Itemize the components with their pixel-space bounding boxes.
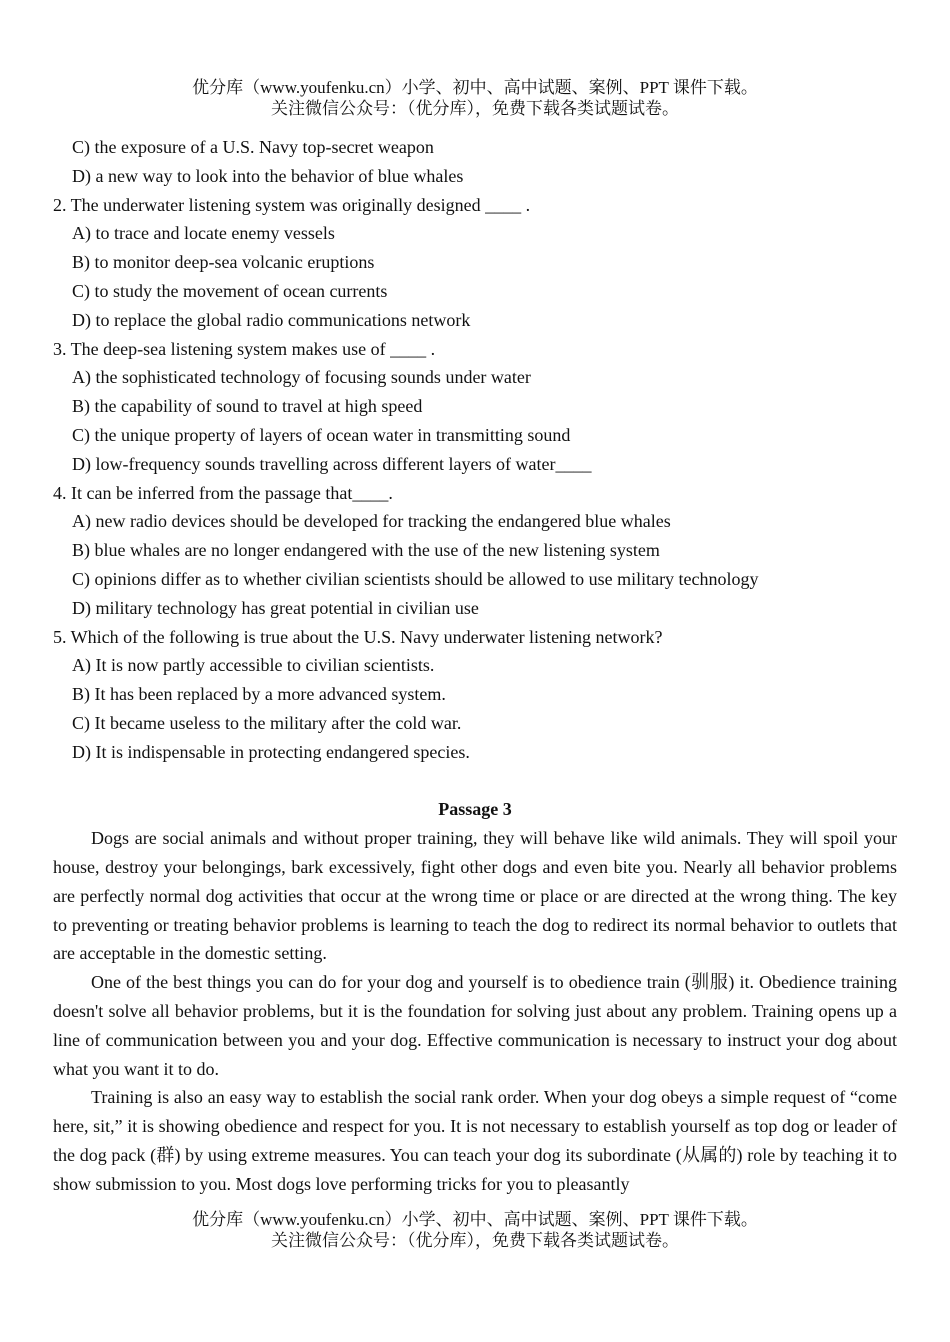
q4-option-c: C) opinions differ as to whether civilian scientists should be allowed to use military technology: [72, 568, 759, 589]
q4-option-b: B) blue whales are no longer endangered with the use of the new listening system: [72, 540, 660, 561]
page-header: [0, 77, 950, 119]
page-footer: [0, 1209, 950, 1251]
q3-option-b: B) the capability of sound to travel at high speed: [72, 396, 423, 417]
q3-stem: 3. The deep-sea listening system makes use of ____ .: [53, 338, 436, 359]
q2-option-a: A) to trace and locate enemy vessels: [72, 223, 335, 244]
q1-option-c: C) the exposure of a U.S. Navy top-secret weapon: [72, 137, 434, 157]
q4-stem: 4. It can be inferred from the passage that____.: [53, 482, 393, 503]
q3-option-a: A) the sophisticated technology of focusing sounds under water: [72, 367, 531, 388]
passage-3-paragraph-2: One of the best things you can do for your dog and yourself is to obedience train (驯服) it. Obedience training doesn't solve all behavior problems, but it is the foundation for solving just about any problem. Training opens up a line of communication between you and your dog. Effective communication is necessary to instruct your dog about what you want it to do.: [53, 972, 897, 1079]
footer-line-1: 优分库（www.youfenku.cn）小学、初中、高中试题、案例、PPT 课件下载。: [192, 1210, 758, 1229]
q3-option-c: C) the unique property of layers of ocean water in transmitting sound: [72, 424, 571, 445]
q4-option-a: A) new radio devices should be developed for tracking the endangered blue whales: [72, 511, 671, 532]
passage-3-paragraph-1: Dogs are social animals and without proper training, they will behave like wild animals. They will spoil your house, destroy your belongings, bark excessively, fight other dogs and even bite you. Nearly all behavior problems are perfectly normal dog activities that occur at the wrong time or place or are directed at the wrong thing. The key to preventing or treating behavior problems is learning to teach the dog to redirect its normal behavior to outlets that are acceptable in the domestic setting.: [53, 828, 897, 964]
q2-option-b: B) to monitor deep-sea volcanic eruptions: [72, 252, 375, 273]
header-line-1: 优分库（www.youfenku.cn）小学、初中、高中试题、案例、PPT 课件下载。: [192, 78, 758, 97]
footer-line-2: 关注微信公众号：（优分库），免费下载各类试题试卷。: [271, 1231, 679, 1250]
document-body: [53, 133, 897, 1227]
q5-option-a: A) It is now partly accessible to civilian scientists.: [72, 655, 435, 676]
q2-option-d: D) to replace the global radio communications network: [72, 309, 471, 330]
q2-option-c: C) to study the movement of ocean currents: [72, 280, 388, 301]
q3-option-d: D) low-frequency sounds travelling across different layers of water____: [72, 453, 592, 474]
q1-option-d: D) a new way to look into the behavior of blue whales: [72, 165, 464, 186]
q5-option-c: C) It became useless to the military after the cold war.: [72, 712, 462, 733]
header-line-2: 关注微信公众号：（优分库），免费下载各类试题试卷。: [271, 99, 679, 118]
q5-stem: 5. Which of the following is true about the U.S. Navy underwater listening network?: [53, 626, 663, 647]
passage-3-paragraph-3: Training is also an easy way to establish the social rank order. When your dog obeys a simple request of “come here, sit,” it is showing obedience and respect for you. It is not necessary to establish yourself as top dog or leader of the dog pack (群) by using extreme measures. You can teach your dog its subordinate (从属的) role by teaching it to show submission to you. Most dogs love performing tricks for you to pleasantly: [53, 1087, 897, 1194]
passage-3-title: Passage 3: [438, 799, 512, 820]
q5-option-d: D) It is indispensable in protecting endangered species.: [72, 741, 470, 762]
q2-stem: 2. The underwater listening system was originally designed ____ .: [53, 194, 531, 215]
section-spacer: [53, 767, 897, 796]
q4-option-d: D) military technology has great potential in civilian use: [72, 597, 479, 618]
q5-option-b: B) It has been replaced by a more advanced system.: [72, 684, 446, 705]
